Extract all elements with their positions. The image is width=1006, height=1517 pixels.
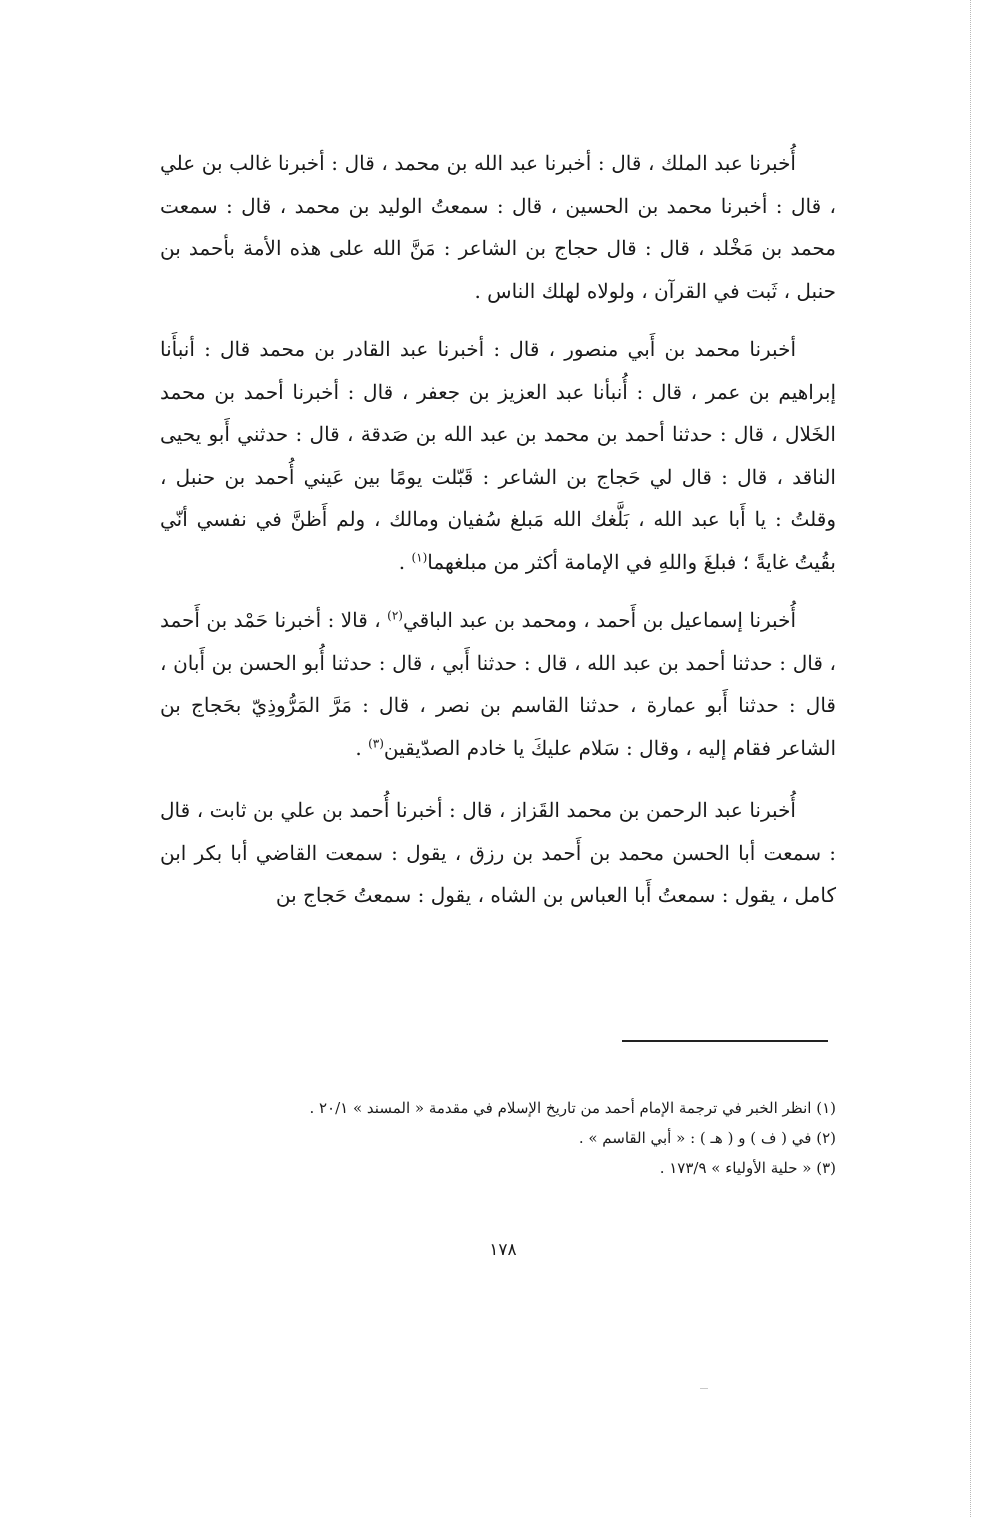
paragraph-3 bbox=[160, 599, 836, 769]
paragraph-1: أُخبرنا عبد الملك ، قال : أخبرنا عبد الله بن محمد ، قال : أخبرنا غالب بن علي ، قال : أخبرنا محمد بن الحسين ، قال : سمعتُ الوليد بن محمد ، قال : سمعت محمد بن مَخْلد ، قال : قال حجاج بن الشاعر : مَنَّ الله على هذه الأمة بأحمد بن حنبل ، ثَبت في القرآن ، ولولاه لهلك الناس . bbox=[160, 151, 836, 303]
paragraph-2-text: أخبرنا محمد بن أَبي منصور ، قال : أخبرنا عبد القادر بن محمد قال : أنبأَنا إبراهيم بن عمر ، قال : أُنبأنا عبد العزيز بن جعفر ، قال : أخبرنا أحمد بن محمد الخَلال ، قال : حدثنا أحمد بن محمد بن عبد الله بن صَدقة ، قال : حدثني أَبو يحيى الناقد ، قال : قال لي حَجاج بن الشاعر : قَبّلت يومًا بين عَيني أُحمد بن حنبل ، وقلتُ : يا أَبا عبد الله ، بَلَّغك الله مَبلغ سُفيان ومالك ، ولم أَظنَّ في نفسي أنّي بقُيتُ غايةً ؛ فبلغَ واللهِ في الإمامة أكثر من مبلغهما bbox=[160, 337, 836, 574]
footnote-1: (١) انظر الخبر في ترجمة الإمام أحمد من تاريخ الإسلام في مقدمة « المسند » ٢٠/١ . bbox=[309, 1099, 836, 1117]
footnote-ref-2: (٢) bbox=[387, 608, 403, 623]
footnote-ref-1: (١) bbox=[411, 549, 428, 564]
paragraph-4: أُخبرنا عبد الرحمن بن محمد القَزاز ، قال : أخبرنا أُحمد بن علي بن ثابت ، قال : سمعت أبا الحسن محمد بن أَحمد بن رزق ، يقول : سمعت القاضي أبا بكر ابن كامل ، يقول : سمعتُ أَبا العباس بن الشاه ، يقول : سمعتُ حَجاج بن bbox=[160, 798, 836, 907]
scan-speck bbox=[700, 1388, 708, 1389]
paragraph-3-middle: ، قالا : أخبرنا حَمْد بن أَحمد ، قال : حدثنا أحمد بن عبد الله ، قال : حدثنا أَبي ، قال : حدثنا أُبو الحسن بن أَبان ، قال : حدثنا أَبو عمارة ، حدثنا القاسم بن نصر ، قال : مَرَّ المَرُّوذِيّ بحَجاج بن الشاعر فقام إليه ، وقال : سَلام عليكَ يا خادم الصدّيقين bbox=[160, 608, 836, 760]
footnote-3: (٣) « حلية الأولياء » ١٧٣/٩ . bbox=[659, 1159, 836, 1177]
footnote-separator bbox=[622, 1040, 828, 1042]
footnote-2: (٢) في ( ف ) و ( هـ ) : « أبي القاسم » . bbox=[578, 1129, 836, 1147]
paragraph-3-text: أُخبرنا إسماعيل بن أَحمد ، ومحمد بن عبد الباقي bbox=[402, 608, 797, 632]
paragraph-2-end: . bbox=[398, 549, 412, 574]
page-number: ١٧٨ bbox=[489, 1240, 517, 1260]
scan-edge-line bbox=[970, 0, 971, 1517]
main-text bbox=[160, 142, 836, 917]
paragraph-2 bbox=[160, 328, 836, 583]
footnote-ref-3: (٣) bbox=[368, 735, 384, 750]
paragraph-3-end: . bbox=[355, 735, 369, 760]
footnotes bbox=[160, 1093, 836, 1183]
